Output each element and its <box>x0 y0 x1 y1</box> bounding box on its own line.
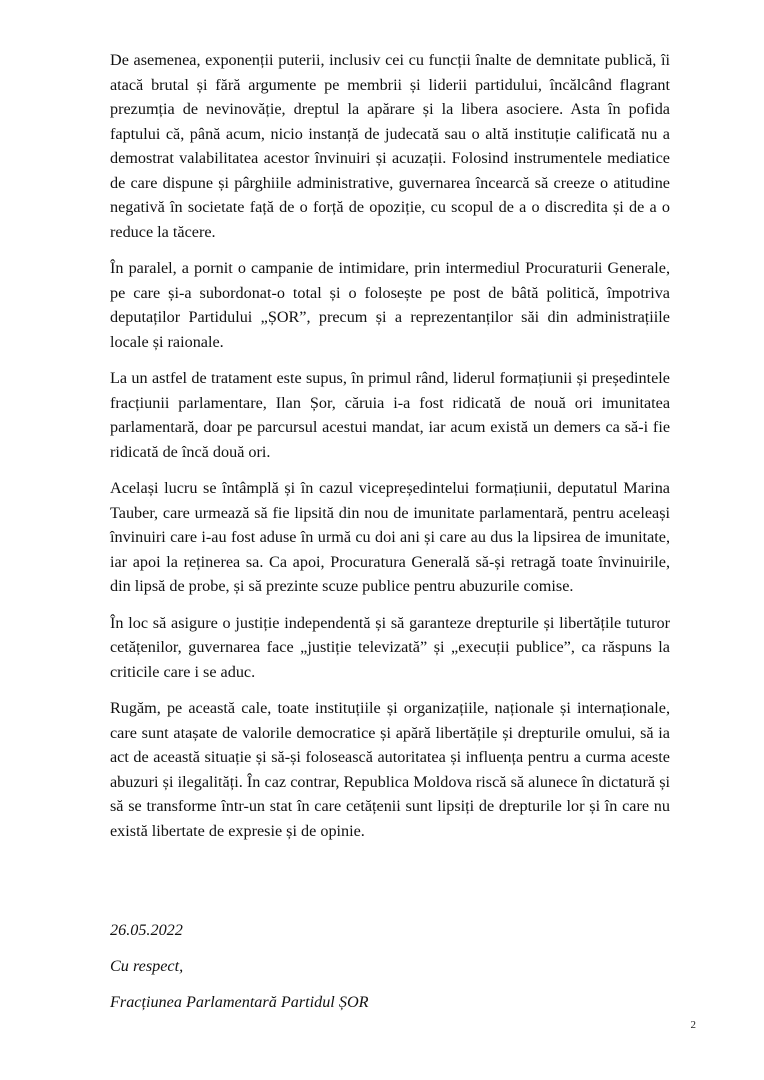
salutation: Cu respect, <box>110 957 184 975</box>
document-body <box>110 48 670 855</box>
paragraph-6: Rugăm, pe această cale, toate instituțiile și organizațiile, naționale și internaționale, care sunt atașate de valorile democratice și apără libertățile și drepturile omului, să ia act de această situație și să-și folosească autoritatea și influența pentru a curma aceste abuzuri și ilegalități. În caz contrar, Republica Moldova riscă să alunece în dictatură și să se transforme într-un stat în care cetățenii sunt lipsiți de drepturile lor și în care nu există libertate de expresie și de opinie. <box>110 699 670 840</box>
page-number: 2 <box>690 1019 696 1031</box>
paragraph-3: La un astfel de tratament este supus, în primul rând, liderul formațiunii și președintele fracțiunii parlamentare, Ilan Șor, căruia i-a fost ridicată de nouă ori imunitatea parlamentară, doar pe parcursul acestui mandat, iar acum există un demers ca să-i fie ridicată de încă două ori. <box>110 369 670 461</box>
signature: Fracțiunea Parlamentară Partidul ȘOR <box>110 993 369 1011</box>
paragraph-5: În loc să asigure o justiție independentă și să garanteze drepturile și libertățile tuturor cetățenilor, guvernarea face „justiție televizată” și „execuții publice”, ca răspuns la criticile care i se aduc. <box>110 613 670 681</box>
paragraph-1: De asemenea, exponenții puterii, inclusiv cei cu funcții înalte de demnitate publică, îi atacă brutal și fără argumente pe membrii și liderii partidului, încălcând flagrant prezumția de nevinovăție, dreptul la apărare și la libera asociere. Asta în pofida faptului că, până acum, nicio instanță de judecată sau o altă instituție calificată nu a demostrat valabilitatea acestor învinuiri și acuzații. Folosind instrumentele mediatice de care dispune și pârghiile administrative, guvernarea încearcă să creeze o atitudine negativă în societate față de o forță de opoziție, cu scopul de a o discredita și de a o reduce la tăcere. <box>110 51 670 241</box>
paragraph-4: Același lucru se întâmplă și în cazul vicepreședintelui formațiunii, deputatul Marina Tauber, care urmează să fie lipsită din nou de imunitate parlamentară, pentru aceleași învinuiri care i-au fost aduse în urmă cu doi ani și care au dus la lipsirea de imunitate, iar apoi la reținerea sa. Ca apoi, Procuratura Generală să-și retragă toate învinuirile, din lipsă de probe, și să prezinte scuze publice pentru abuzurile comise. <box>110 479 670 595</box>
paragraph-2: În paralel, a pornit o campanie de intimidare, prin intermediul Procuraturii Generale, pe care și-a subordonat-o total și o folosește pe post de bâtă politică, împotriva deputaților Partidului „ȘOR”, precum și a reprezentanților săi din administrațiile locale și raionale. <box>110 259 670 351</box>
closing-block <box>110 920 670 1028</box>
document-date: 26.05.2022 <box>110 921 183 939</box>
